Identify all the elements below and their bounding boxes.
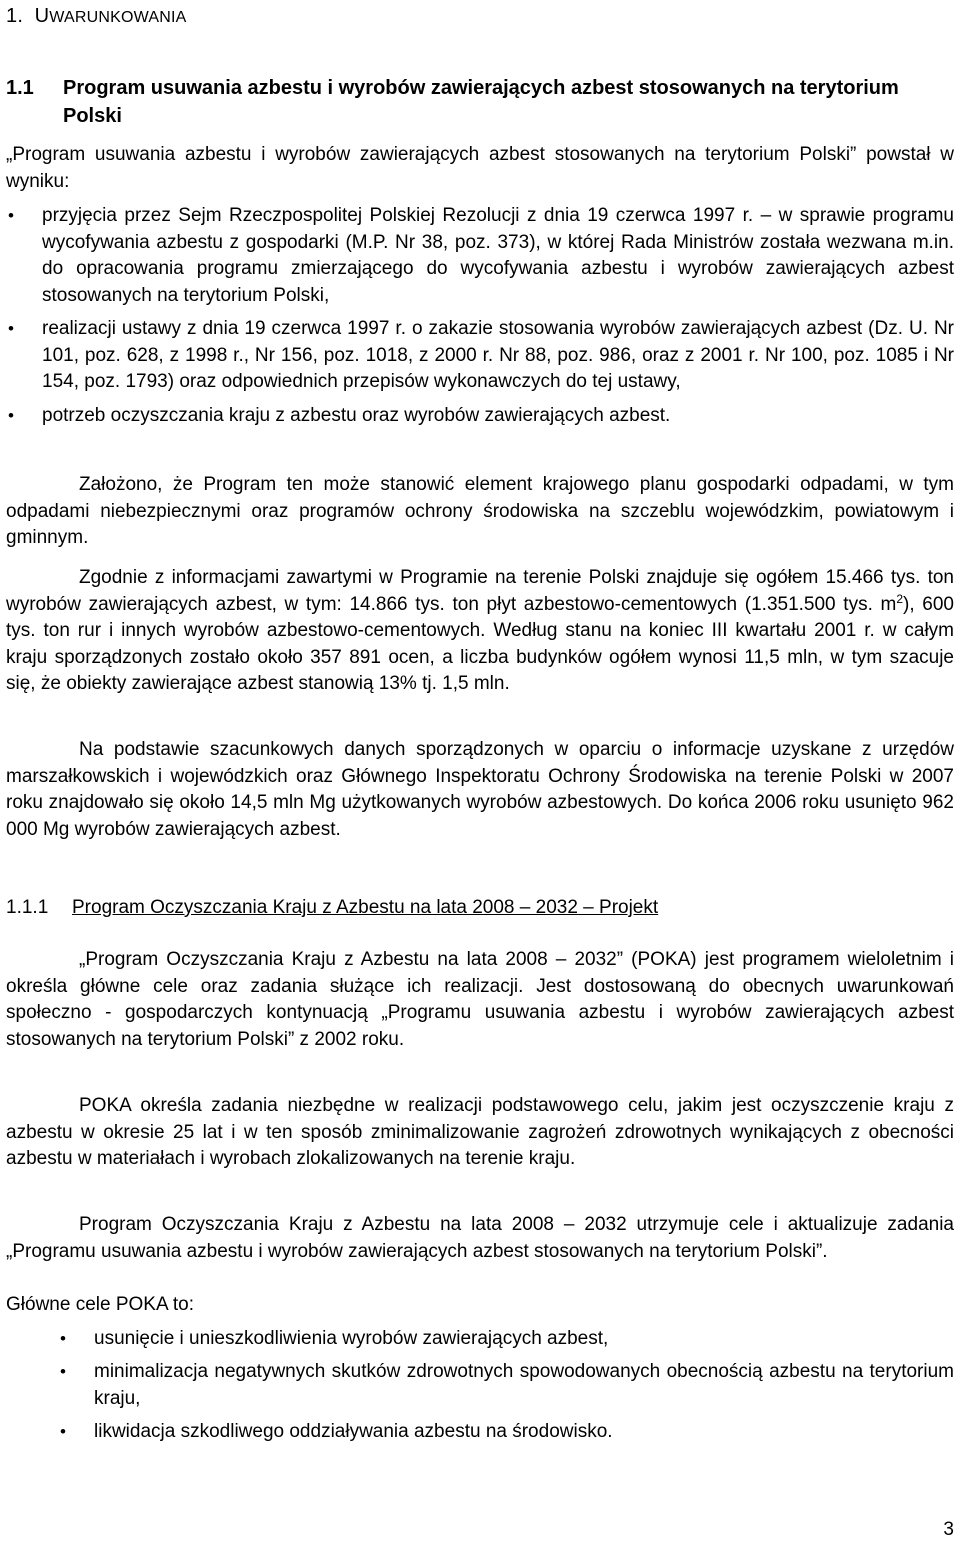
chapter-number: 1. xyxy=(6,5,24,27)
section-number: 1.1 xyxy=(6,77,34,99)
list-item: • przyjęcia przez Sejm Rzeczpospolitej Polskiej Rezolucji z dnia 19 czerwca 1997 r. – w sprawie programu wycofywania azbestu z gospodarki (M.P. Nr 38, poz. 373), w której Rada Ministrów została wezwana m.in. do opracowania programu zmierzającego do wycofywania azbestu i wyrobów zawierających azbest stosowanych na terytorium Polski, xyxy=(6,203,954,309)
goals-block xyxy=(6,1292,954,1446)
goals-list xyxy=(6,1326,954,1446)
goals-heading: Główne cele POKA to: xyxy=(6,1294,194,1315)
page-number: 3 xyxy=(943,1519,954,1540)
paragraph-assumption: Założono, że Program ten może stanowić element krajowego planu gospodarki odpadami, w tym odpadami niebezpiecznymi oraz programów ochrony środowiska na szczeblu wojewódzkim, powiatowym i gminnym. xyxy=(6,474,954,548)
chapter-title-initial: U xyxy=(34,5,50,27)
reasons-list xyxy=(6,203,954,429)
paragraph-poka-tasks: POKA określa zadania niezbędne w realizacji podstawowego celu, jakim jest oczyszczenie kraju z azbestu w okresie 25 lat i w ten sposób zminimalizowanie zagrożeń zdrowotnych wynikających z obecności azbestu w materiałach i wyrobach zlokalizowanych na terenie kraju. xyxy=(6,1095,954,1169)
subsection-title: Program Oczyszczania Kraju z Azbestu na lata 2008 – 2032 – Projekt xyxy=(72,897,659,918)
chapter-heading xyxy=(6,3,186,31)
superscript-2: 2 xyxy=(896,591,904,606)
subsection-heading xyxy=(6,895,658,922)
paragraph-poka-intro: „Program Oczyszczania Kraju z Azbestu na lata 2008 – 2032” (POKA) jest programem wieloletnim i określa główne cele oraz zadania służące ich realizacji. Jest dostosowaną do obecnych uwarunkowań społeczno - gospodarczych kontynuacją „Programu usuwania azbestu i wyrobów zawierających azbest stosowanych na terytorium Polski” z 2002 roku. xyxy=(6,949,954,1050)
list-item: • minimalizacja negatywnych skutków zdrowotnych spowodowanych obecnością azbestu na terytorium kraju, xyxy=(6,1359,954,1412)
paragraph-data xyxy=(6,565,954,698)
list-item: • usunięcie i unieszkodliwienia wyrobów zawierających azbest, xyxy=(6,1326,954,1353)
chapter-title-rest: WARUNKOWANIA xyxy=(49,9,187,26)
paragraph-data-part2: ), 600 tys. ton rur i innych wyrobów azbestowo-cementowych. Według stanu na koniec III kwartału 2001 r. w całym kraju sporządzonych zostało około 357 891 ocen, a liczba budynków ogółem wynosi 11,5 mln, w tym szacuje się, że obiekty zawierające azbest stanowią 13% tj. 1,5 mln. xyxy=(6,593,955,694)
subsection-number: 1.1.1 xyxy=(6,897,49,918)
list-item: • likwidacja szkodliwego oddziaływania azbestu na środowisko. xyxy=(6,1419,954,1446)
list-item: • realizacji ustawy z dnia 19 czerwca 1997 r. o zakazie stosowania wyrobów zawierających azbest (Dz. U. Nr 101, poz. 628, z 1998 r., Nr 156, poz. 1018, z 2000 r. Nr 88, poz. 986, oraz z 2001 r. Nr 100, poz. 1085 i Nr 154, poz. 1793) oraz odpowiednich przepisów wykonawczych do tej ustawy, xyxy=(6,316,954,396)
intro-block xyxy=(6,142,954,429)
paragraph-estimates: Na podstawie szacunkowych danych sporządzonych w oparciu o informacje uzyskane z urzędów marszałkowskich i wojewódzkich oraz Głównego Inspektoratu Ochrony Środowiska na terenie Polski w 2007 roku znajdowało się około 14,5 mln Mg użytkowanych wyrobów azbestowych. Do końca 2006 roku usunięto 962 000 Mg wyrobów zawierających azbest. xyxy=(6,739,954,840)
intro-paragraph: „Program usuwania azbestu i wyrobów zawierających azbest stosowanych na terytorium Polski” powstał w wyniku: xyxy=(6,144,954,192)
paragraph-poka-goals: Program Oczyszczania Kraju z Azbestu na lata 2008 – 2032 utrzymuje cele i aktualizuje zadania „Programu usuwania azbestu i wyrobów zawierających azbest stosowanych na terytorium Polski”. xyxy=(6,1214,954,1262)
list-item: • potrzeb oczyszczania kraju z azbestu oraz wyrobów zawierających azbest. xyxy=(6,403,954,430)
section-title: Program usuwania azbestu i wyrobów zawierających azbest stosowanych na terytorium Polski xyxy=(63,77,899,127)
paragraph-data-part1: Zgodnie z informacjami zawartymi w Programie na terenie Polski znajduje się ogółem 15.466 tys. ton wyrobów zawierających azbest, w tym: 14.866 tys. ton płyt azbestowo-cementowych (1.351.500 tys. m xyxy=(6,567,954,615)
section-heading xyxy=(6,74,954,130)
